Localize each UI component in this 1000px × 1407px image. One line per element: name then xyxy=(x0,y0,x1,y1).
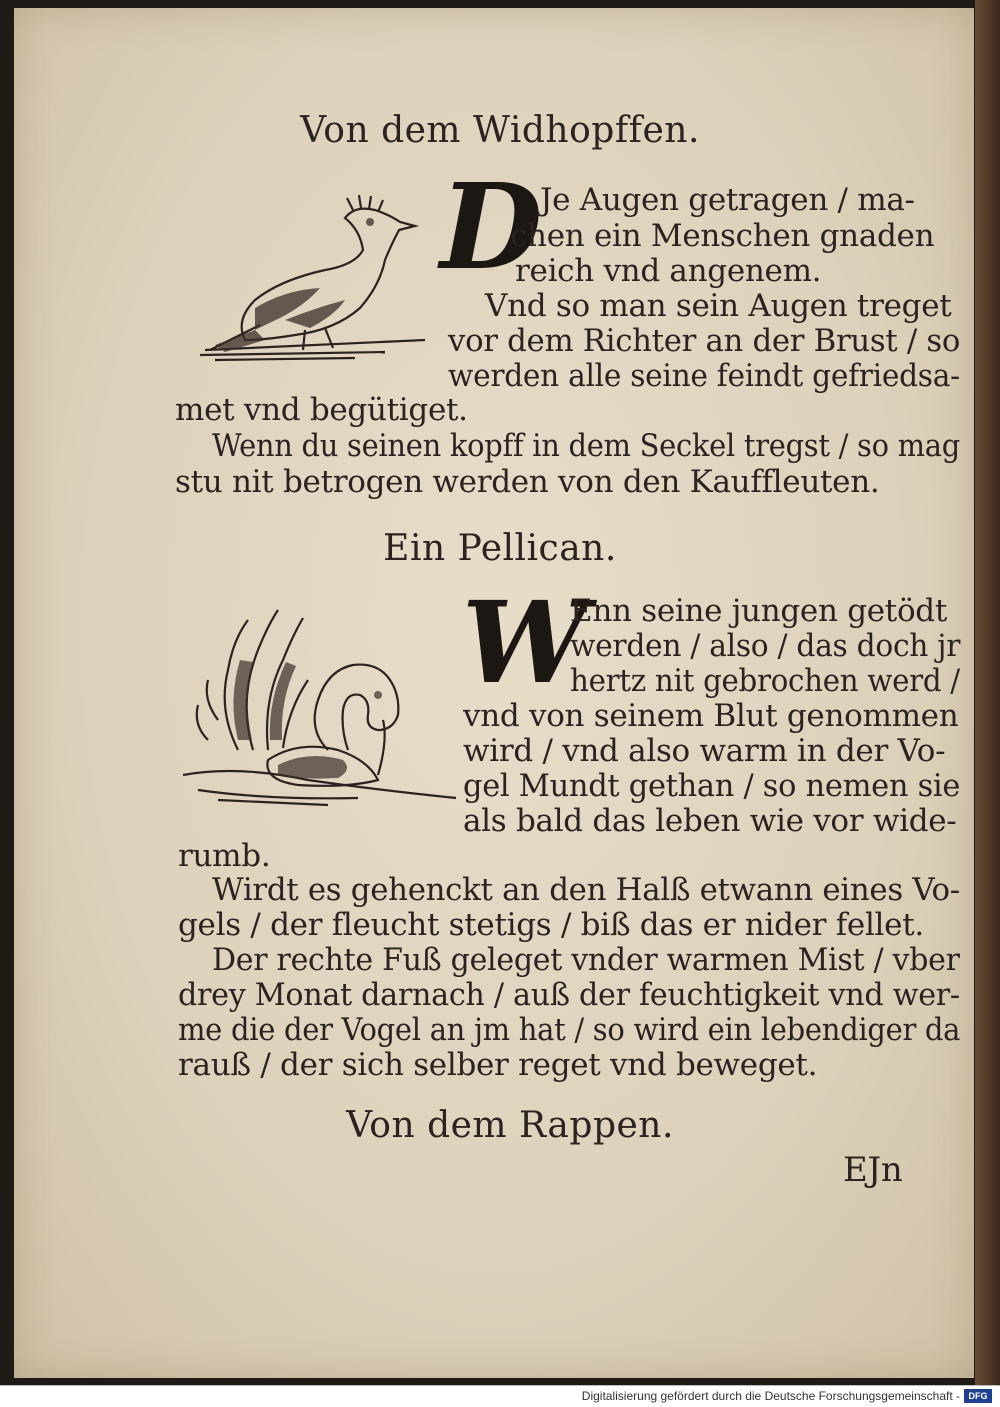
text-line: werden / also / das doch jr xyxy=(570,628,961,664)
hoopoe-woodcut xyxy=(185,190,440,370)
text-line: drey Monat darnach / auß der feuchtigkeit vnd wer- xyxy=(178,977,960,1013)
text-line: wird / vnd also warm in der Vo- xyxy=(463,733,946,769)
dfg-logo: DFG xyxy=(964,1389,992,1403)
text-line: werden alle seine feindt gefriedsa- xyxy=(448,358,960,394)
text-line: reich vnd angenem. xyxy=(515,253,822,289)
text-line: als bald das leben wie vor wide- xyxy=(463,803,957,839)
text-line: stu nit betrogen werden von den Kauffleuten. xyxy=(175,464,880,500)
dropcap-w: W xyxy=(462,578,588,709)
text-line: rumb. xyxy=(178,838,271,874)
heading-pellican: Ein Pellican. xyxy=(383,528,617,569)
text-line: Wirdt es gehenckt an den Halß etwann eines Vo- xyxy=(212,872,960,908)
text-line: Je Augen getragen / ma- xyxy=(540,182,915,218)
text-line: Vnd so man sein Augen treget xyxy=(485,288,952,324)
footer-bar xyxy=(0,1385,1000,1407)
heading-rappen: Von dem Rappen. xyxy=(346,1105,674,1146)
pelican-woodcut xyxy=(178,600,458,815)
text-line: vor dem Richter an der Brust / so xyxy=(448,323,961,359)
text-line: Enn seine jungen getödt xyxy=(570,593,948,629)
heading-widhopffen: Von dem Widhopffen. xyxy=(300,110,700,151)
text-line: gels / der fleucht stetigs / biß das er nider fellet. xyxy=(178,907,924,943)
text-line: me die der Vogel an jm hat / so wird ein lebendiger da xyxy=(178,1012,961,1048)
text-line: met vnd begütiget. xyxy=(175,392,468,428)
catchword: EJn xyxy=(843,1150,903,1190)
footer-credit: Digitalisierung gefördert durch die Deutsche Forschungsgemeinschaft - xyxy=(581,1389,960,1403)
text-line: vnd von seinem Blut genommen xyxy=(463,698,959,734)
text-line: Wenn du seinen kopff in dem Seckel tregst / so mag xyxy=(212,428,960,464)
dropcap-d: D xyxy=(440,157,543,296)
text-line: Der rechte Fuß geleget vnder warmen Mist / vber xyxy=(212,942,960,978)
page-gutter xyxy=(975,0,1000,1385)
text-line: chen ein Menschen gnaden xyxy=(510,218,935,254)
text-line: gel Mundt gethan / so nemen sie xyxy=(463,768,961,804)
text-line: hertz nit gebrochen werd / xyxy=(570,663,960,699)
text-line: rauß / der sich selber reget vnd beweget. xyxy=(178,1047,818,1083)
